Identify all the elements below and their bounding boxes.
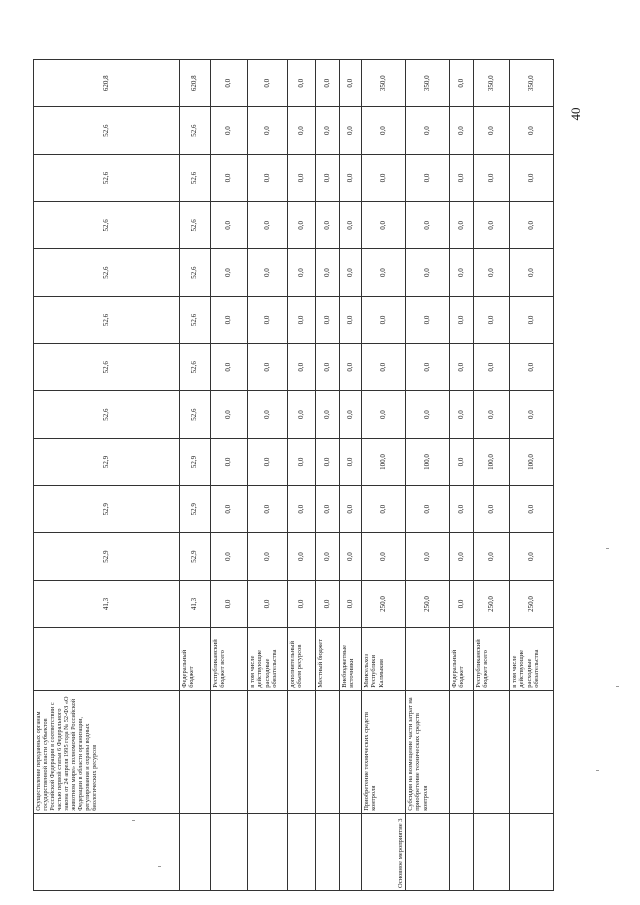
row-heading-cell	[211, 813, 248, 890]
value-cell: 0,0	[248, 296, 288, 343]
value-cell: 0,0	[211, 202, 248, 249]
value-cell: 0,0	[450, 486, 474, 533]
description-cell: Субсидия на возмещение части затрат на приобретение технических средств контроля	[406, 690, 450, 813]
value-cell: 0,0	[510, 391, 554, 438]
value-cell: 52,6	[180, 107, 211, 154]
table-row	[316, 60, 340, 891]
table-row	[288, 60, 316, 891]
row-heading-cell	[450, 813, 474, 890]
value-cell: 0,0	[316, 533, 340, 580]
value-cell: 0,0	[288, 533, 316, 580]
value-cell: 52,6	[34, 154, 180, 201]
value-cell: 250,0	[474, 580, 510, 627]
value-cell: 0,0	[340, 391, 362, 438]
value-cell: 350,0	[474, 60, 510, 107]
table-row	[180, 60, 211, 891]
value-cell: 0,0	[340, 296, 362, 343]
value-cell: 350,0	[510, 60, 554, 107]
value-cell: 0,0	[316, 154, 340, 201]
value-cell: 0,0	[362, 107, 406, 154]
value-cell: 52,6	[34, 391, 180, 438]
value-cell: 0,0	[248, 580, 288, 627]
value-cell: 0,0	[248, 486, 288, 533]
value-cell: 0,0	[288, 60, 316, 107]
value-cell: 0,0	[316, 391, 340, 438]
value-cell: 0,0	[211, 296, 248, 343]
value-cell: 41,3	[180, 580, 211, 627]
value-cell: 100,0	[510, 438, 554, 485]
source-cell: дополнительный объем ресурсов	[288, 628, 316, 691]
value-cell: 0,0	[510, 486, 554, 533]
value-cell: 0,0	[406, 344, 450, 391]
value-cell: 0,0	[362, 249, 406, 296]
value-cell: 0,0	[248, 438, 288, 485]
value-cell: 0,0	[474, 344, 510, 391]
value-cell: 0,0	[450, 202, 474, 249]
value-cell: 0,0	[288, 107, 316, 154]
value-cell: 0,0	[450, 533, 474, 580]
description-cell	[340, 690, 362, 813]
value-cell: 0,0	[474, 486, 510, 533]
value-cell: 0,0	[340, 154, 362, 201]
value-cell: 0,0	[316, 580, 340, 627]
value-cell: 0,0	[316, 486, 340, 533]
value-cell: 0,0	[316, 344, 340, 391]
table-row	[34, 60, 180, 891]
value-cell: 52,9	[34, 486, 180, 533]
value-cell: 0,0	[362, 344, 406, 391]
value-cell: 0,0	[362, 391, 406, 438]
value-cell: 100,0	[406, 438, 450, 485]
value-cell: 0,0	[510, 107, 554, 154]
value-cell: 250,0	[362, 580, 406, 627]
value-cell: 0,0	[288, 438, 316, 485]
source-cell: Внебюджетные источники	[340, 628, 362, 691]
value-cell: 52,9	[34, 438, 180, 485]
source-cell: Республиканский бюджет всего	[211, 628, 248, 691]
value-cell: 0,0	[450, 60, 474, 107]
value-cell: 350,0	[362, 60, 406, 107]
row-heading-cell	[34, 813, 180, 890]
value-cell: 0,0	[211, 344, 248, 391]
value-cell: 52,6	[34, 202, 180, 249]
value-cell: 0,0	[406, 486, 450, 533]
row-heading-cell	[340, 813, 362, 890]
value-cell: 0,0	[450, 296, 474, 343]
description-cell	[180, 690, 211, 813]
value-cell: 0,0	[474, 202, 510, 249]
value-cell: 0,0	[362, 533, 406, 580]
value-cell: 0,0	[340, 107, 362, 154]
value-cell: 0,0	[450, 391, 474, 438]
table-row	[450, 60, 474, 891]
value-cell: 0,0	[406, 391, 450, 438]
row-heading-cell: Основное мероприятие 3	[362, 813, 406, 890]
value-cell: 0,0	[450, 154, 474, 201]
value-cell: 0,0	[406, 107, 450, 154]
value-cell: 0,0	[340, 438, 362, 485]
value-cell: 52,6	[180, 344, 211, 391]
value-cell: 0,0	[340, 533, 362, 580]
funding-table	[33, 59, 554, 891]
source-cell: в том числе действующие расходные обязательства	[248, 628, 288, 691]
table-row	[340, 60, 362, 891]
value-cell: 0,0	[340, 60, 362, 107]
table-row	[510, 60, 554, 891]
value-cell: 0,0	[316, 249, 340, 296]
value-cell: 0,0	[211, 533, 248, 580]
source-cell: Федеральный бюджет	[180, 628, 211, 691]
table-row	[474, 60, 510, 891]
value-cell: 52,9	[180, 533, 211, 580]
value-cell: 0,0	[450, 344, 474, 391]
table-row	[211, 60, 248, 891]
row-heading-cell	[248, 813, 288, 890]
row-heading-cell	[406, 813, 450, 890]
value-cell: 0,0	[406, 296, 450, 343]
value-cell: 0,0	[316, 202, 340, 249]
value-cell: 0,0	[211, 486, 248, 533]
row-heading-cell	[510, 813, 554, 890]
value-cell: 620,8	[34, 60, 180, 107]
value-cell: 0,0	[340, 344, 362, 391]
value-cell: 0,0	[248, 107, 288, 154]
description-cell: Осуществление переданных органам государственной власти субъектов Российской Федерации в соответствии с частью первой статьи 6 Федерального закона от 24 апреля 1995 года № 52-ФЗ «О животном мире» полномочий Российской Федерации в области организации, регулирования и охраны водных биологических ресурсов	[34, 690, 180, 813]
value-cell: 52,6	[180, 154, 211, 201]
value-cell: 0,0	[340, 202, 362, 249]
description-cell: Приобретение технических средств контроля	[362, 690, 406, 813]
value-cell: 52,6	[180, 391, 211, 438]
row-heading-cell	[288, 813, 316, 890]
value-cell: 0,0	[474, 391, 510, 438]
row-heading-cell	[180, 813, 211, 890]
value-cell: 52,9	[180, 438, 211, 485]
value-cell: 0,0	[248, 154, 288, 201]
value-cell: 0,0	[450, 580, 474, 627]
description-cell	[450, 690, 474, 813]
value-cell: 0,0	[510, 154, 554, 201]
value-cell: 0,0	[450, 438, 474, 485]
value-cell: 52,6	[34, 344, 180, 391]
table-row	[248, 60, 288, 891]
value-cell: 100,0	[362, 438, 406, 485]
description-cell	[288, 690, 316, 813]
description-cell	[211, 690, 248, 813]
value-cell: 0,0	[211, 60, 248, 107]
value-cell: 52,6	[34, 107, 180, 154]
value-cell: 52,6	[180, 296, 211, 343]
value-cell: 0,0	[406, 154, 450, 201]
value-cell: 100,0	[474, 438, 510, 485]
value-cell: 0,0	[474, 107, 510, 154]
row-heading-cell	[474, 813, 510, 890]
value-cell: 52,6	[180, 202, 211, 249]
value-cell: 0,0	[474, 533, 510, 580]
value-cell: 0,0	[248, 60, 288, 107]
table-row	[362, 60, 406, 891]
value-cell: 0,0	[248, 533, 288, 580]
value-cell: 250,0	[406, 580, 450, 627]
value-cell: 52,9	[180, 486, 211, 533]
value-cell: 52,6	[34, 249, 180, 296]
value-cell: 0,0	[288, 154, 316, 201]
description-cell	[248, 690, 288, 813]
value-cell: 0,0	[510, 202, 554, 249]
value-cell: 0,0	[340, 486, 362, 533]
value-cell: 41,3	[34, 580, 180, 627]
value-cell: 0,0	[288, 202, 316, 249]
value-cell: 0,0	[248, 344, 288, 391]
value-cell: 350,0	[406, 60, 450, 107]
value-cell: 0,0	[248, 391, 288, 438]
value-cell: 0,0	[474, 154, 510, 201]
value-cell: 0,0	[288, 486, 316, 533]
value-cell: 0,0	[406, 533, 450, 580]
value-cell: 0,0	[406, 202, 450, 249]
row-heading-cell	[316, 813, 340, 890]
table-row	[406, 60, 450, 891]
table-area	[33, 59, 540, 891]
value-cell: 0,0	[362, 154, 406, 201]
value-cell: 0,0	[316, 107, 340, 154]
value-cell: 0,0	[211, 580, 248, 627]
value-cell: 0,0	[362, 486, 406, 533]
source-cell: Республиканский бюджет всего	[474, 628, 510, 691]
value-cell: 0,0	[510, 296, 554, 343]
value-cell: 52,6	[180, 249, 211, 296]
source-cell	[34, 628, 180, 691]
value-cell: 250,0	[510, 580, 554, 627]
value-cell: 0,0	[288, 391, 316, 438]
value-cell: 0,0	[510, 249, 554, 296]
rotated-table-wrapper	[33, 59, 540, 891]
value-cell: 0,0	[248, 202, 288, 249]
value-cell: 0,0	[450, 249, 474, 296]
value-cell: 52,6	[34, 296, 180, 343]
value-cell: 0,0	[316, 438, 340, 485]
value-cell: 0,0	[340, 249, 362, 296]
value-cell: 0,0	[288, 580, 316, 627]
value-cell: 0,0	[288, 296, 316, 343]
source-cell	[406, 628, 450, 691]
value-cell: 0,0	[510, 344, 554, 391]
description-cell	[510, 690, 554, 813]
source-cell: Минсельхоз Республики Калмыкия	[362, 628, 406, 691]
value-cell: 620,8	[180, 60, 211, 107]
value-cell: 0,0	[362, 202, 406, 249]
value-cell: 0,0	[316, 296, 340, 343]
value-cell: 0,0	[406, 249, 450, 296]
value-cell: 0,0	[288, 249, 316, 296]
value-cell: 0,0	[510, 533, 554, 580]
value-cell: 52,9	[34, 533, 180, 580]
value-cell: 0,0	[211, 107, 248, 154]
value-cell: 0,0	[288, 344, 316, 391]
value-cell: 0,0	[211, 391, 248, 438]
value-cell: 0,0	[248, 249, 288, 296]
value-cell: 0,0	[362, 296, 406, 343]
source-cell: Федеральный бюджет	[450, 628, 474, 691]
description-cell	[316, 690, 340, 813]
source-cell: Местный бюджет	[316, 628, 340, 691]
value-cell: 0,0	[316, 60, 340, 107]
value-cell: 0,0	[474, 296, 510, 343]
value-cell: 0,0	[211, 249, 248, 296]
page-number: 40	[568, 107, 583, 121]
table-body	[34, 60, 554, 891]
value-cell: 0,0	[450, 107, 474, 154]
value-cell: 0,0	[211, 438, 248, 485]
value-cell: 0,0	[474, 249, 510, 296]
source-cell: в том числе действующие расходные обязательства	[510, 628, 554, 691]
value-cell: 0,0	[211, 154, 248, 201]
value-cell: 0,0	[340, 580, 362, 627]
description-cell	[474, 690, 510, 813]
